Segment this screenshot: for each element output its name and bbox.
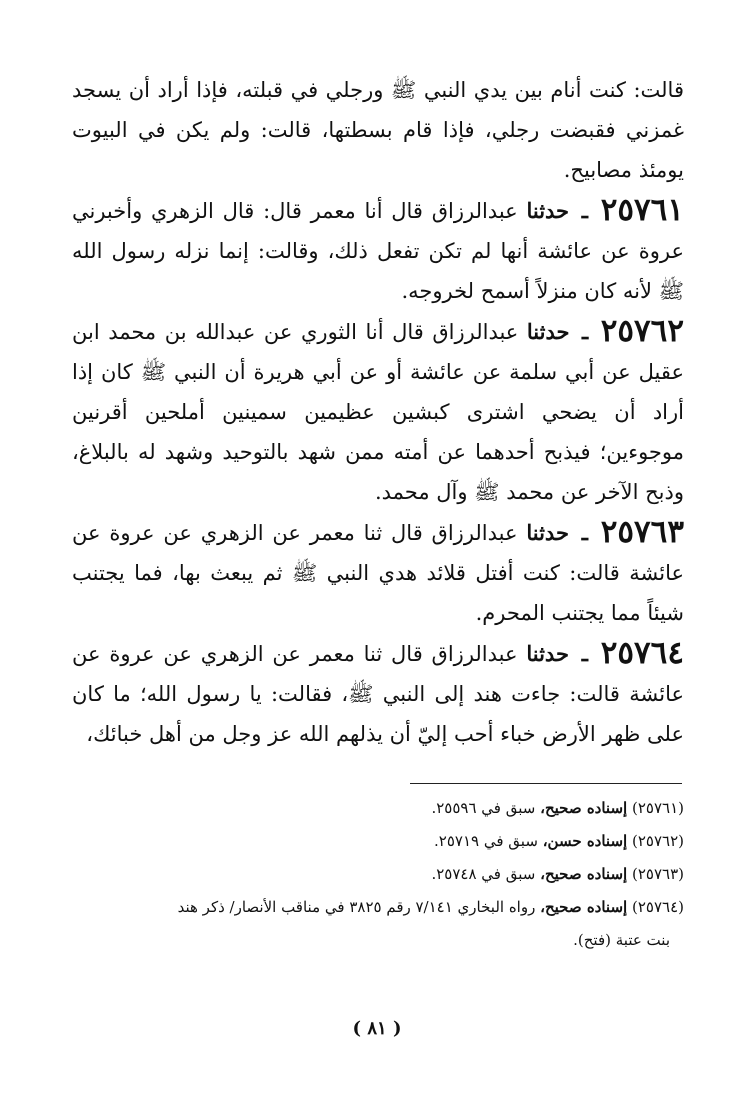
haddathana-word: حدثنا (526, 520, 569, 545)
footnote-grade: إسناده صحيح، (540, 865, 628, 883)
hadith-number: ٢٥٧٦٤ (600, 635, 684, 671)
hadith-25762 (72, 311, 684, 512)
footnote-item (72, 825, 684, 858)
footnote-grade: إسناده صحيح، (540, 799, 628, 817)
footnote-grade: إسناده حسن، (542, 832, 628, 850)
hadith-dash: ـ (582, 319, 589, 344)
footnote-text: سبق في ٢٥٧١٩. (434, 832, 538, 850)
hadith-text: عبدالرزاق قال ثنا معمر عن الزهري عن عروة عن عائشة قالت: كنت أفتل قلائد هدي النبي ﷺ ثم يبعث بها، فما يجتنب شيئاً مما يجتنب المحرم. (72, 521, 684, 625)
footnote-ref: (٢٥٧٦١) (631, 799, 684, 817)
hadith-text: عبدالرزاق قال أنا الثوري عن عبدالله بن محمد ابن عقيل عن أبي سلمة عن عائشة أو عن أبي هريرة أن النبي ﷺ كان إذا أراد أن يضحي اشترى كبشين عظيمين سمينين أملحين أقرنين موجوءين؛ فيذبح أحدهما عن أمته ممن شهد بالتوحيد وشهد له بالبلاغ، وذبح الآخر عن محمد ﷺ وآل محمد. (72, 320, 684, 504)
footnote-ref: (٢٥٧٦٣) (631, 865, 684, 883)
footnote-grade: إسناده صحيح، (540, 898, 628, 916)
hadith-dash: ـ (581, 641, 588, 666)
hadith-number: ٢٥٧٦١ (600, 192, 684, 228)
footnote-ref: (٢٥٧٦٢) (631, 832, 684, 850)
footnote-item (72, 792, 684, 825)
footnotes (72, 792, 684, 957)
footnote-continuation: بنت عتبة (فتح). (573, 931, 670, 949)
hadith-number: ٢٥٧٦٢ (600, 313, 684, 349)
footnote-item (72, 891, 684, 924)
haddathana-word: حدثنا (526, 641, 569, 666)
hadith-25763 (72, 512, 684, 633)
hadith-text: عبدالرزاق قال أنا معمر قال: قال الزهري وأخبرني عروة عن عائشة أنها لم تكن تفعل ذلك، وقالت: إنما نزله رسول الله ﷺ لأنه كان منزلاً أسمح لخروجه. (72, 199, 684, 303)
hadith-dash: ـ (581, 198, 588, 223)
footnote-ref: (٢٥٧٦٤) (631, 898, 684, 916)
hadith-25761 (72, 190, 684, 311)
haddathana-word: حدثنا (526, 319, 570, 344)
main-text (72, 70, 684, 754)
hadith-number: ٢٥٧٦٣ (600, 514, 684, 550)
haddathana-word: حدثنا (526, 198, 570, 223)
footnote-item (72, 858, 684, 891)
hadith-text: عبدالرزاق قال ثنا معمر عن الزهري عن عروة عن عائشة قالت: جاءت هند إلى النبي ﷺ، فقالت: يا رسول الله؛ ما كان على ظهر الأرض خباء أحب إليّ أن يذلهم الله عز وجل من أهل خبائك، (72, 642, 684, 746)
footnote-divider (410, 783, 682, 784)
footnote-text: رواه البخاري ٧/١٤١ رقم ٣٨٢٥ في مناقب الأنصار/ ذكر هند (177, 898, 536, 916)
intro-paragraph: قالت: كنت أنام بين يدي النبي ﷺ ورجلي في قبلته، فإذا أراد أن يسجد غمزني فقبضت رجلي، فإذا قام بسطتها، قالت: ولم يكن في البيوت يومئذ مصابيح. (72, 78, 684, 182)
hadith-25764 (72, 633, 684, 754)
hadith-dash: ـ (581, 520, 588, 545)
footnote-text: سبق في ٢٥٧٤٨. (431, 865, 536, 883)
footnote-text: سبق في ٢٥٥٩٦. (431, 799, 536, 817)
page-number: ( ٨١ ) (352, 1018, 402, 1039)
